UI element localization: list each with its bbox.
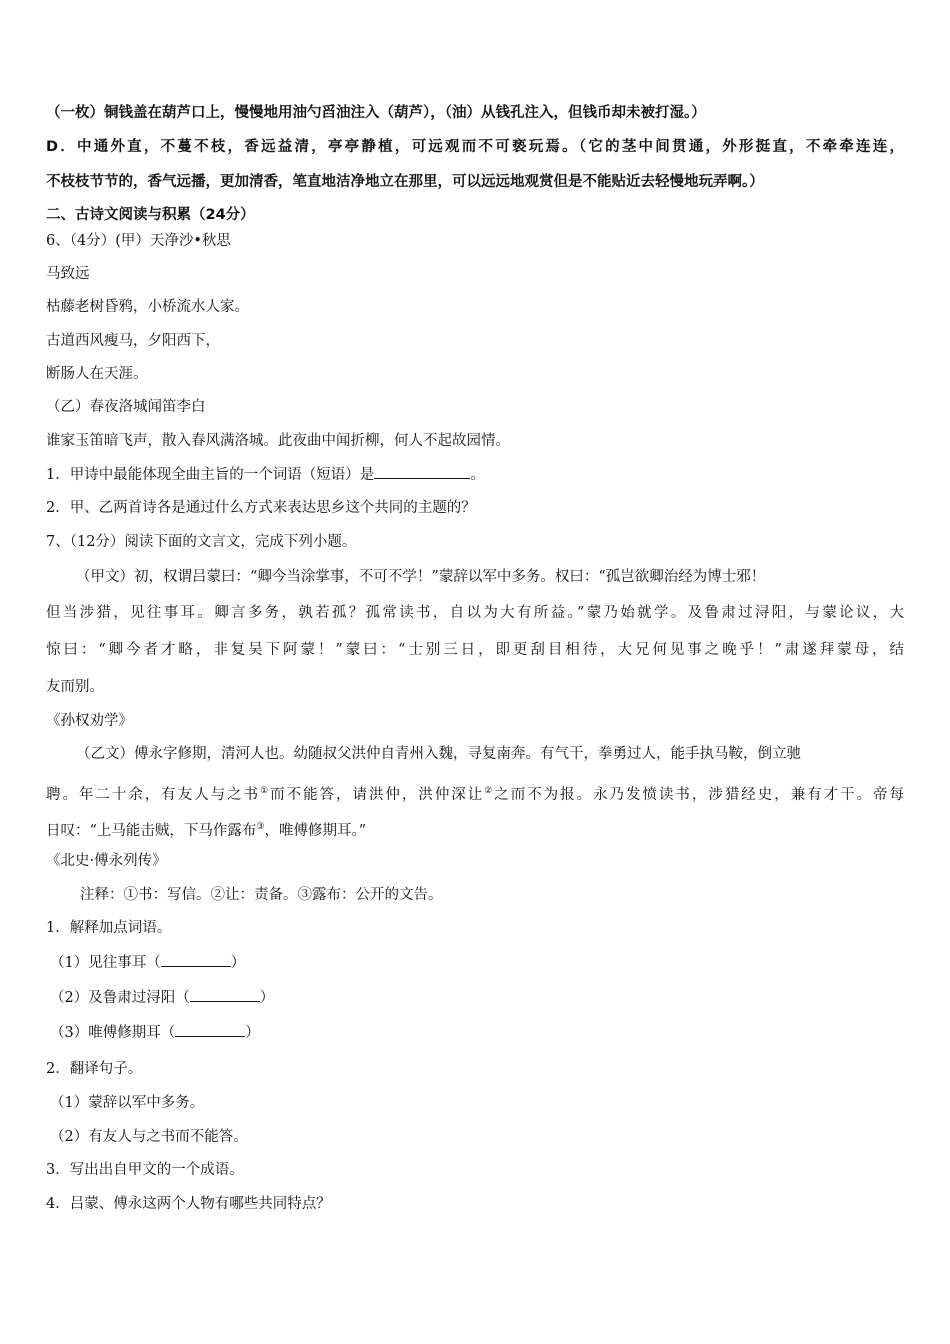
answer-c-continuation: （一枚）铜钱盖在葫芦口上，慢慢地用油勺舀油注入（葫芦），（油）从钱孔注入，但钱币却未被打湿。）	[46, 105, 706, 121]
poem-line-2: 古道西风瘦马，夕阳西下，	[46, 333, 220, 349]
item2-close: ）	[259, 990, 275, 1006]
yi-text-line-3	[46, 817, 366, 841]
item3-close: ）	[245, 1025, 260, 1041]
answer-d-line2: 不枝枝节节的，香气远播，更加清香，笔直地洁净地立在那里，可以远远地观赏但是不能贴近去轻慢地玩弄啊。）	[46, 174, 764, 190]
yi-source: 《北史·傅永列传》	[46, 853, 167, 869]
yi-line2-part-a: 聘。年二十余，有友人与之书	[46, 786, 261, 803]
q7-sub1-item1	[50, 952, 245, 973]
q7-sub1: 1．解释加点词语。	[46, 920, 172, 936]
q6-title: 6、（4分）(甲）天净沙•秋思	[46, 233, 231, 249]
poem-line-3: 断肠人在天涯。	[46, 366, 148, 382]
q7-sub1-item2	[50, 987, 274, 1008]
answer-blank[interactable]	[175, 1022, 245, 1037]
yi-line3-part-b: ，唯傅修期耳。”	[264, 822, 367, 839]
jia-text-line-4: 友而别。	[46, 679, 104, 695]
item1-close: ）	[230, 955, 246, 971]
q6-sub1-text: 1．甲诗中最能体现全曲主旨的一个词语（短语）是	[46, 467, 375, 483]
poem-author: 马致远	[46, 266, 90, 282]
annotation-note: 注释：①书：写信。②让：责备。③露布：公开的文告。	[80, 887, 443, 903]
jia-text-line-1: （甲文）初，权谓吕蒙曰：“卿今当涂掌事，不可不学！”蒙辞以军中多务。权曰：“孤岂欲卿治经为博士邪！	[76, 569, 766, 585]
yi-line2-part-c: 之而不为报。永乃发愤读书，涉猎经史，兼有才干。帝每	[494, 786, 905, 803]
answer-d-line1: D．中通外直，不蔓不枝，香远益清，亭亭静植，可远观而不可亵玩焉。（它的茎中间贯通，外形挺直，不牵牵连连，	[46, 139, 904, 155]
poem-line-1: 枯藤老树昏鸦，小桥流水人家。	[46, 299, 249, 315]
q6-sub1-end: 。	[470, 467, 485, 483]
jia-text-line-3: 惊曰：“卿今者才略，非复吴下阿蒙！”蒙曰：“士别三日，即更刮目相待，大兄何见事之晚乎！”肃遂拜蒙母，结	[46, 642, 904, 658]
q7-sub2-item2: （2）有友人与之书而不能答。	[50, 1129, 248, 1145]
jia-text-line-2: 但当涉猎，见往事耳。卿言多务，孰若孤？孤常读书，自以为大有所益。”蒙乃始就学。及鲁肃过浔阳，与蒙论议，大	[46, 605, 904, 621]
answer-blank[interactable]	[161, 952, 231, 967]
item2-text: （2）及鲁肃过浔阳（	[50, 990, 190, 1006]
note-marker-1: ①	[260, 786, 271, 796]
poem-b-title: （乙）春夜洛城闻笛李白	[46, 399, 206, 415]
q7-sub1-item3	[50, 1022, 260, 1043]
item1-text: （1）见往事耳（	[50, 955, 161, 971]
q7-sub4: 4．吕蒙、傅永这两个人物有哪些共同特点？	[46, 1196, 331, 1212]
q6-sub2: 2．甲、乙两首诗各是通过什么方式来表达思乡这个共同的主题的？	[46, 500, 476, 516]
jia-source: 《孙权劝学》	[46, 713, 133, 729]
q7-sub2: 2．翻译句子。	[46, 1061, 143, 1077]
yi-line2-part-b: 而不能答，请洪仲，洪仲深让	[270, 786, 485, 803]
poem-b-text: 谁家玉笛暗飞声，散入春风满洛城。此夜曲中闻折柳，何人不起故园情。	[46, 433, 510, 449]
yi-text-line-1: （乙文）傅永字修期，清河人也。幼随叔父洪仲自青州入魏，寻复南奔。有气干，拳勇过人，能手执马鞍，倒立驰	[76, 746, 801, 762]
answer-blank[interactable]	[190, 987, 260, 1002]
note-marker-2: ②	[484, 786, 495, 796]
yi-line3-part-a: 日叹：“上马能击贼，下马作露布	[46, 822, 257, 839]
yi-text-line-2	[46, 781, 904, 805]
answer-blank[interactable]	[374, 464, 470, 479]
q7-sub3: 3．写出出自甲文的一个成语。	[46, 1162, 244, 1178]
item3-text: （3）唯傅修期耳（	[50, 1025, 176, 1041]
q7-sub2-item1: （1）蒙辞以军中多务。	[50, 1095, 205, 1111]
q6-sub1	[46, 464, 485, 485]
section-heading: 二、古诗文阅读与积累（24分）	[46, 207, 255, 223]
q7-title: 7、（12分）阅读下面的文言文，完成下列小题。	[46, 534, 357, 550]
note-marker-3: ③	[256, 822, 265, 832]
